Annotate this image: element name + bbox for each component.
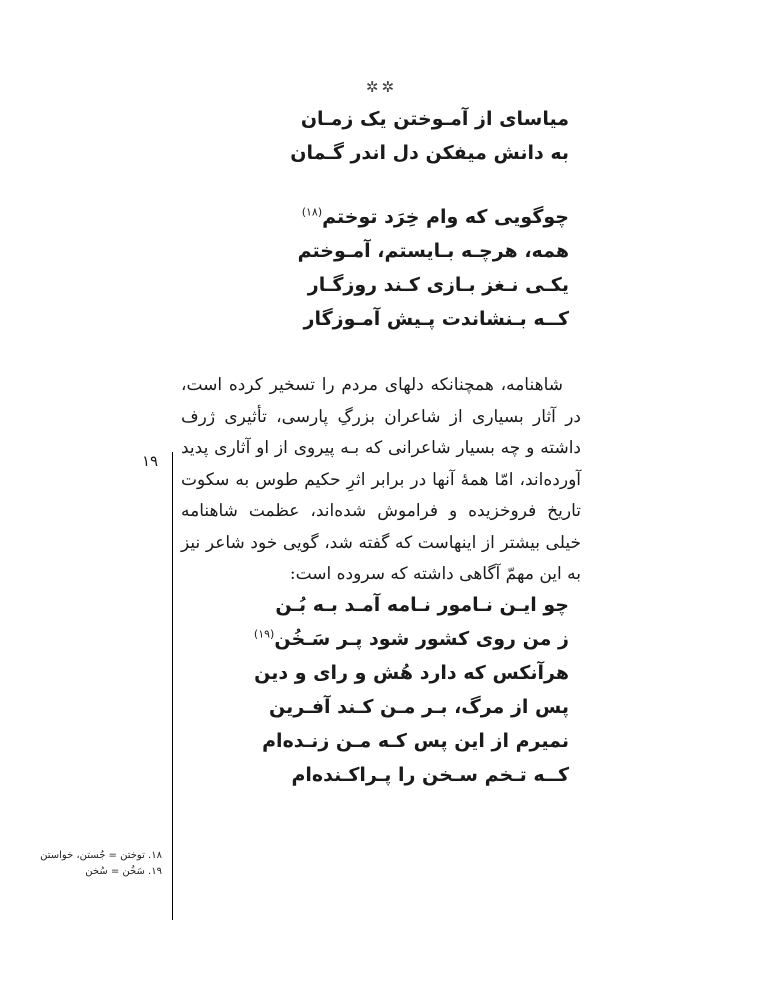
verse-line-text: ز من روی کشور شود پـر سَـخُن xyxy=(274,628,569,650)
footnote-19: ۱۹. سَخُن = سُخن xyxy=(85,866,162,877)
verse-block-1 xyxy=(290,102,569,336)
prose-paragraph-block xyxy=(181,370,581,591)
verse-line xyxy=(290,200,569,234)
verse-line: کــه بـنشاندت پـیش آمـوزگار xyxy=(303,308,569,330)
verse-line: همه، هرچـه بـایستم، آمـوختم xyxy=(297,240,569,262)
page-number: ۱۹ xyxy=(142,452,159,470)
prose-paragraph: شاهنامه، همچنانکه دلهای مردم را تسخیر کرده است، در آثار بسیاری از شاعران بزرگِ پارسی، تأثیری ژرف داشته و چه بسیار شاعرانی که بـه پیروی از او آثاری پدید آورده‌اند، امّا همهٔ آنها در برابر اثرِ حکیم طوس به سکوت تاریخ فروخزیده و فراموش شده‌اند، عظمت شاهنامه خیلی بیشتر از اینهاست که گفته شد، گویی خود شاعر نیز به این مهمّ آگاهی داشته که سروده است: xyxy=(181,375,581,584)
verse-line: کــه تـخم سـخن را پـراکـنده‌ام xyxy=(291,764,569,786)
verse-line-text: چوگویی که وام خِرَد توختم xyxy=(322,206,569,228)
footnote-18: ۱۸. توختن = جُستن، خواستن xyxy=(40,850,162,861)
verse-line: به دانش میفکن دل اندر گـمان xyxy=(290,142,569,164)
verse-line: میاسای از آمـوختن یک زمـان xyxy=(300,108,569,130)
verse-line: پس از مرگ، بـر مـن کـند آفـرین xyxy=(269,696,569,718)
verse-line xyxy=(254,622,569,656)
verse-line: چو ایـن نـامور نـامه آمـد بـه بُـن xyxy=(275,594,569,616)
footnote-reference-18: (۱۸) xyxy=(301,205,323,219)
footnote-reference-19: (۱۹) xyxy=(253,627,275,641)
section-ornament: ✲✲ xyxy=(365,78,398,96)
margin-rule xyxy=(172,452,173,920)
verse-block-2 xyxy=(254,588,569,792)
footnotes xyxy=(18,848,162,880)
verse-line: هرآنکس که دارد هُش و رای و دین xyxy=(254,662,569,684)
verse-line: یکـی نـغز بـازی کـند روزگـار xyxy=(307,274,569,296)
verse-line: نمیرم از این پس کـه مـن زنـده‌ام xyxy=(262,730,569,752)
